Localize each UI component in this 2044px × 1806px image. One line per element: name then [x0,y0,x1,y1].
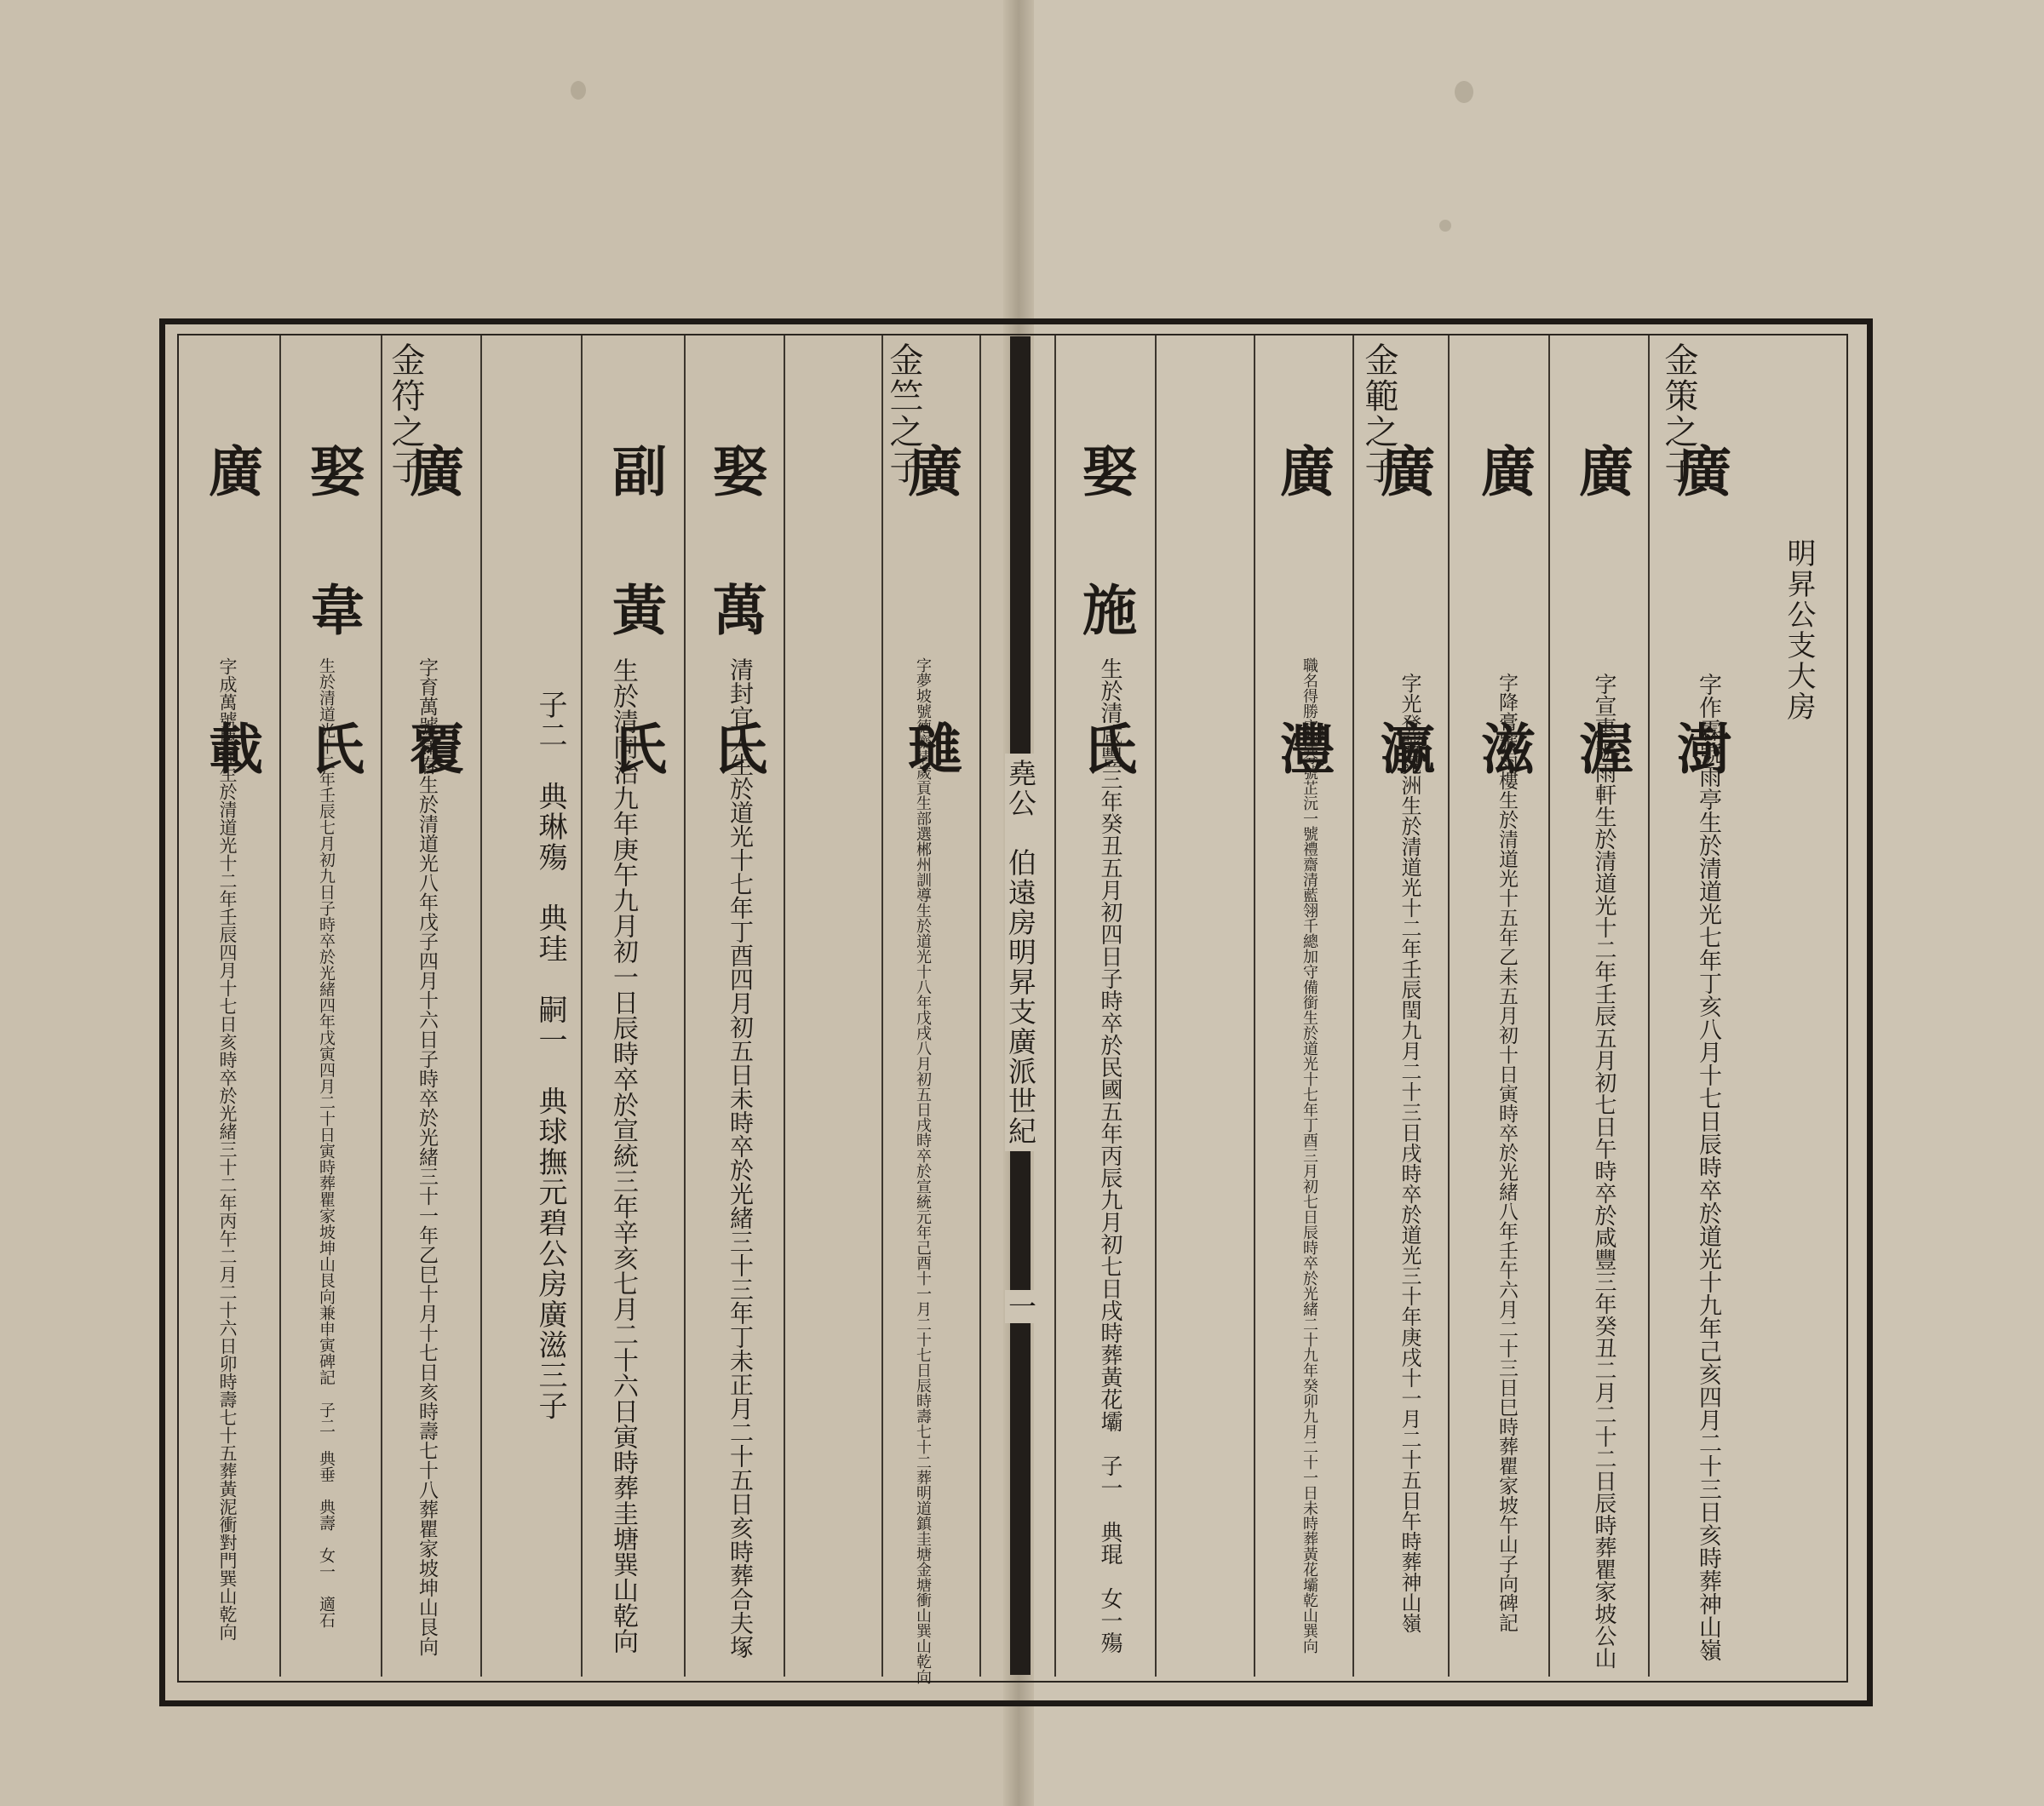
column-rule [1548,335,1550,1677]
page-number: 一 [1004,1292,1037,1322]
column-rule [684,335,686,1677]
biography-text: 清封宜人生於道光十七年丁酉四月初五日未時卒於光緒三十三年丁未正月二十五日亥時葬合夫塚 [726,657,755,1659]
biography-text: 職名得勝字澤芬號芷沅一號禮齋清藍翎千總加守備銜生於道光十七年丁酉三月初七日辰時卒於光緒二十九年癸卯九月二十一日未時葬黃花壩乾山巽向 [1300,657,1318,1654]
paper-stain [1439,220,1451,232]
column-head: 金策之子 [1659,342,1698,485]
biography-text: 字宣惠號雨軒生於清道光十二年壬辰五月初七日午時卒於咸豐三年癸丑二月二十二日辰時葬瞿家坡公山 [1591,673,1616,1669]
paper-stain [571,81,586,100]
person-name: 廣覆 [400,443,464,775]
column-rule [381,335,382,1677]
biography-text: 字夢坡號德齋清歲貢生部選郴州訓導生於道光十八年戊戌八月初五日戌時卒於宣統元年己酉十一月二十七日辰時壽七十二葬明道鎮圭塘金塘衝山巽山乾向 [914,657,932,1684]
column-rule [1155,335,1157,1677]
column-head: 金範之子 [1359,342,1398,485]
column-rule [979,335,981,1677]
column-rule [1254,335,1255,1677]
person-name: 娶施氏 [1073,443,1137,775]
person-name: 廣璡 [899,443,962,775]
biography-text: 字育萬號澤春生於清道光八年戊子四月十六日子時卒於光緒三十一年乙巳十月十七日亥時壽七十八葬瞿家坡坤山艮向 [416,657,438,1656]
column-rule [1648,335,1650,1677]
biography-text: 字成萬號慶祥生於清道光十二年壬辰四月十七日亥時卒於光緒三十二年丙午二月二十六日卯時壽七十五葬黃泥衝對門巽山乾向 [217,657,238,1641]
biography-text: 子二 典琳殤 典珪 嗣一 典球撫元碧公房廣滋三子 [533,690,567,1422]
biography-text: 字降膏號雨樓生於清道光十五年乙未五月初十日寅時卒於光緒八年壬午六月二十三日巳時葬瞿家坡午山子向碑記 [1496,673,1518,1632]
person-name: 廣瀛 [1371,443,1435,775]
column-rule [881,335,883,1677]
person-name: 廣渥 [1570,443,1633,775]
biography-text: 生於清道光十二年壬辰七月初九日子時卒於光緒四年戊寅四月二十日寅時葬瞿家坡坤山艮向兼申寅碑記 子二 典垂 典壽 女一 適石 [317,657,336,1628]
biography-text: 字光登號晃洲生於清道光十二年壬辰閏九月二十三日戌時卒於道光三十年庚戌十一月二十五日午時葬神山嶺 [1398,673,1421,1633]
column-rule [1352,335,1354,1677]
person-name: 廣灃 [1271,443,1335,775]
running-title: 明昇公支大房 [1782,538,1816,722]
person-name: 副黃氏 [603,443,667,775]
biography-text: 生於清咸豐三年癸丑五月初四日子時卒於民國五年丙辰九月初七日戌時葬黃花壩 子一 典琨 女一殤 [1097,657,1122,1654]
person-name: 廣載 [199,443,263,775]
biography-text: 生於清同治九年庚午九月初一日辰時卒於宣統三年辛亥七月二十六日寅時葬圭塘巽山乾向 [608,657,638,1654]
column-head: 金符之子 [386,342,425,485]
person-name: 廣滋 [1472,443,1536,775]
person-name: 娶萬氏 [703,443,767,775]
column-head: 金竺之子 [884,342,923,485]
center-label: 堯公 伯遠房明昇支廣派世紀 [1005,754,1036,1151]
column-rule [581,335,583,1677]
person-name: 娶韋氏 [301,443,365,775]
column-rule [1054,335,1056,1677]
paper-stain [1455,81,1473,103]
column-rule [480,335,482,1677]
column-rule [279,335,281,1677]
person-name: 廣澍 [1668,443,1731,775]
column-rule [1448,335,1450,1677]
biography-text: 字作霖號雨亭生於清道光七年丁亥八月十七日辰時卒於道光十九年己亥四月二十三日亥時葬神山嶺 [1695,673,1721,1661]
column-rule [784,335,785,1677]
